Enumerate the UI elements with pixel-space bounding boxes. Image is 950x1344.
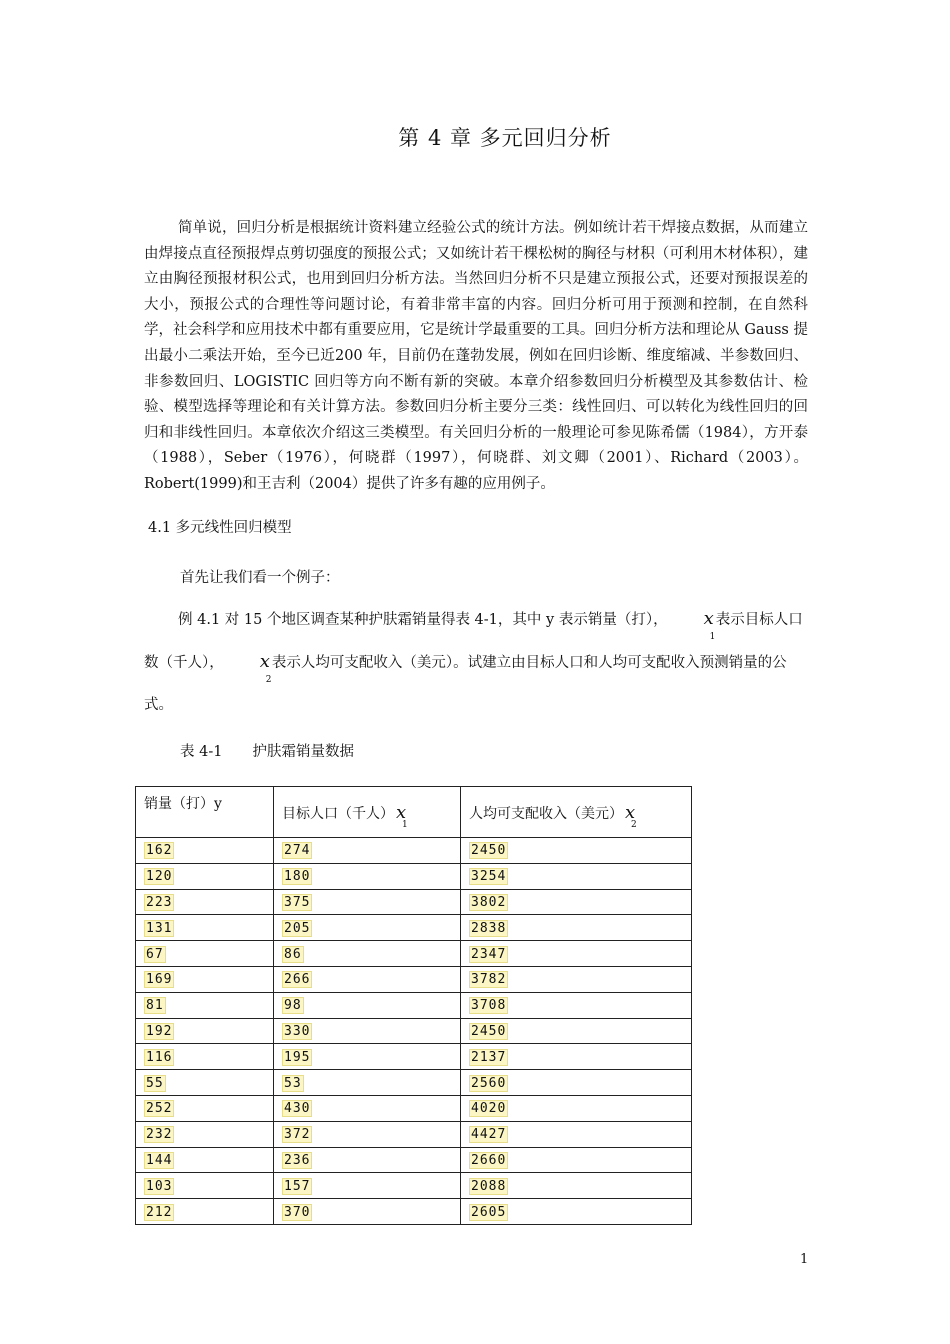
table-row	[136, 1121, 692, 1147]
header-sales: 销量（打）y	[136, 787, 274, 838]
cell-value: 53	[284, 1075, 302, 1091]
table-cell	[136, 992, 274, 1018]
table-cell	[461, 1018, 692, 1044]
table-cell	[274, 1173, 461, 1199]
table-cell	[136, 1199, 274, 1225]
table-row	[136, 992, 692, 1018]
cell-value: 2450	[471, 1023, 507, 1039]
table-row	[136, 863, 692, 889]
intro-paragraph: 简单说，回归分析是根据统计资料建立经验公式的统计方法。例如统计若干焊接点数据，从而建立由焊接点直径预报焊点剪切强度的预报公式；又如统计若干棵松树的胸径与材积（可利用木材体积），建立由胸径预报材积公式，也用到回归分析方法。当然回归分析不只是建立预报公式，还要对预报误差的大小，预报公式的合理性等问题讨论，有着非常丰富的内容。回归分析可用于预测和控制，在自然科学，社会科学和应用技术中都有重要应用，它是统计学最重要的工具。回归分析方法和理论从 Gauss 提出最小二乘法开始，至今已近200 年，目前仍在蓬勃发展，例如在回归诊断、维度缩减、半参数回归、非参数回归、LOGISTIC 回归等方向不断有新的突破。本章介绍参数回归分析模型及其参数估计、检验、模型选择等理论和有关计算方法。参数回归分析主要分三类：线性回归、可以转化为线性回归的回归和非线性回归。本章依次介绍这三类模型。有关回归分析的一般理论可参见陈希儒（1984），方开泰（1988），Seber（1976），何晓群（1997），何晓群、刘文卿（2001）、Richard（2003）。Robert(1999)和王吉利（2004）提供了许多有趣的应用例子。	[144, 220, 808, 492]
table-cell	[461, 1095, 692, 1121]
cell-value: 144	[146, 1152, 173, 1168]
cell-value: 236	[284, 1152, 311, 1168]
example-text-1: 例 4.1 对 15 个地区调查某种护肤霜销量得表 4-1，其中 y 表示销量（打），	[178, 612, 668, 628]
table-caption-title: 护肤霜销量数据	[252, 744, 354, 760]
table-cell	[461, 863, 692, 889]
table-header-row	[136, 787, 692, 838]
cell-value: 86	[284, 946, 302, 962]
table-cell	[461, 1147, 692, 1173]
cell-value: 67	[146, 946, 164, 962]
table-cell	[274, 889, 461, 915]
table-row	[136, 1173, 692, 1199]
table-row	[136, 941, 692, 967]
cell-value: 169	[146, 972, 173, 988]
cell-value: 2450	[471, 843, 507, 859]
table-cell	[136, 1173, 274, 1199]
table-row	[136, 966, 692, 992]
cell-value: 3802	[471, 894, 507, 910]
table-cell	[136, 838, 274, 864]
table-row	[136, 1147, 692, 1173]
cell-value: 2137	[471, 1049, 507, 1065]
table-cell	[136, 941, 274, 967]
lead-in-text: 首先让我们看一个例子：	[180, 570, 340, 586]
sales-data-table	[135, 786, 692, 1225]
cell-value: 192	[146, 1023, 173, 1039]
chapter-title: 第 4 章 多元回归分析	[398, 126, 612, 150]
table-cell	[461, 1121, 692, 1147]
cell-value: 81	[146, 998, 164, 1014]
table-cell	[461, 838, 692, 864]
cell-value: 274	[284, 843, 311, 859]
cell-value: 116	[146, 1049, 173, 1065]
cell-value: 205	[284, 920, 311, 936]
cell-value: 2347	[471, 946, 507, 962]
table-cell	[461, 966, 692, 992]
cell-value: 120	[146, 869, 173, 885]
cell-value: 372	[284, 1127, 311, 1143]
cell-value: 223	[146, 894, 173, 910]
cell-value: 2660	[471, 1152, 507, 1168]
cell-value: 4020	[471, 1101, 507, 1117]
table-cell	[136, 889, 274, 915]
table-row	[136, 1199, 692, 1225]
table-row	[136, 838, 692, 864]
cell-value: 375	[284, 894, 311, 910]
header-income: 人均可支配收入（美元） x 2	[461, 787, 692, 838]
cell-value: 2088	[471, 1178, 507, 1194]
variable-x1: x 1	[703, 608, 716, 642]
table-cell	[274, 1070, 461, 1096]
table-cell	[461, 1199, 692, 1225]
table-row	[136, 1044, 692, 1070]
table-cell	[136, 1070, 274, 1096]
table-cell	[461, 1044, 692, 1070]
table-cell	[136, 1121, 274, 1147]
cell-value: 195	[284, 1049, 311, 1065]
cell-value: 98	[284, 998, 302, 1014]
cell-value: 3254	[471, 869, 507, 885]
cell-value: 232	[146, 1127, 173, 1143]
cell-value: 266	[284, 972, 311, 988]
cell-value: 212	[146, 1204, 173, 1220]
table-cell	[274, 838, 461, 864]
table-cell	[461, 941, 692, 967]
cell-value: 430	[284, 1101, 311, 1117]
table-row	[136, 1018, 692, 1044]
table-cell	[461, 1173, 692, 1199]
section-heading: 4.1 多元线性回归模型	[148, 520, 292, 536]
table-cell	[274, 966, 461, 992]
table-cell	[136, 966, 274, 992]
table-cell	[136, 1018, 274, 1044]
cell-value: 157	[284, 1178, 311, 1194]
cell-value: 2838	[471, 920, 507, 936]
example-text-3: 表示人均可支配收入（美元）。试建立由目标人口和人均可支配收入预测销量的公式。	[144, 655, 787, 713]
table-cell	[461, 1070, 692, 1096]
table-cell	[274, 1199, 461, 1225]
table-cell	[274, 1044, 461, 1070]
table-cell	[274, 1018, 461, 1044]
table-cell	[136, 915, 274, 941]
table-cell	[274, 941, 461, 967]
table-row	[136, 915, 692, 941]
cell-value: 180	[284, 869, 311, 885]
table-cell	[274, 1147, 461, 1173]
example-paragraph	[144, 598, 808, 726]
cell-value: 162	[146, 843, 173, 859]
cell-value: 3708	[471, 998, 507, 1014]
table-cell	[274, 863, 461, 889]
table-cell	[274, 992, 461, 1018]
table-cell	[461, 889, 692, 915]
table-cell	[461, 915, 692, 941]
table-cell	[136, 1147, 274, 1173]
table-cell	[274, 1121, 461, 1147]
table-caption-label: 表 4-1	[180, 744, 223, 760]
table-cell	[274, 1095, 461, 1121]
table-cell	[136, 1095, 274, 1121]
table-row	[136, 889, 692, 915]
cell-value: 2560	[471, 1075, 507, 1091]
cell-value: 252	[146, 1101, 173, 1117]
example-text-2: 表示目标人口数（千人），	[144, 612, 803, 671]
cell-value: 330	[284, 1023, 311, 1039]
cell-value: 3782	[471, 972, 507, 988]
table-cell	[136, 1044, 274, 1070]
page-number: 1	[800, 1252, 809, 1267]
table-cell	[461, 992, 692, 1018]
cell-value: 131	[146, 920, 173, 936]
header-target-population: 目标人口（千人） x 1	[274, 787, 461, 838]
cell-value: 103	[146, 1178, 173, 1194]
cell-value: 2605	[471, 1204, 507, 1220]
table-cell	[136, 863, 274, 889]
cell-value: 4427	[471, 1127, 507, 1143]
table-caption	[180, 740, 354, 761]
table-cell	[274, 915, 461, 941]
table-row	[136, 1095, 692, 1121]
cell-value: 370	[284, 1204, 311, 1220]
variable-x2: x 2	[259, 651, 272, 685]
table-row	[136, 1070, 692, 1096]
cell-value: 55	[146, 1075, 164, 1091]
